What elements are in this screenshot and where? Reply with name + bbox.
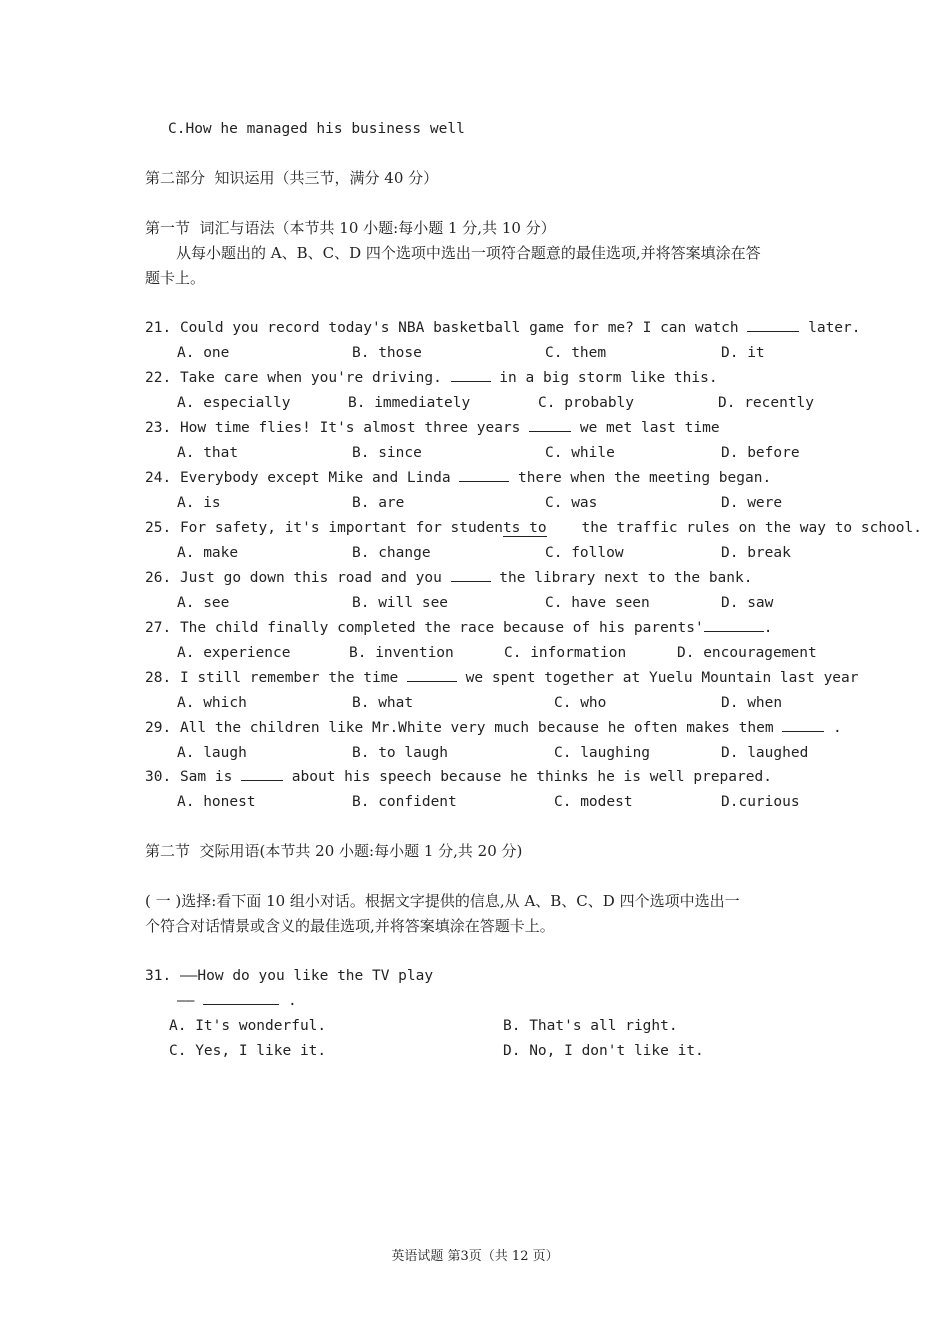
option-c: C. them (545, 345, 607, 361)
question-text-after: there when the meeting began. (509, 470, 772, 486)
section2-instruction-line1: ( 一 )选择:看下面 10 组小对话。根据文字提供的信息,从 A、B、C、D 四个选项中选出一 (145, 892, 740, 910)
option-c: C. probably (538, 395, 635, 411)
question-text: For safety, it's important for studen (179, 520, 503, 536)
question-text-after: in a big storm like this. (490, 370, 718, 386)
option-a: A. one (177, 345, 230, 361)
section1-instruction-line1: 从每小题出的 A、B、C、D 四个选项中选出一项符合题意的最佳选项,并将答案填涂在答 (176, 244, 761, 262)
option-b: B. change (352, 545, 431, 561)
option-a: A. experience (177, 645, 291, 661)
option-c: C. who (554, 695, 607, 711)
underlined-fragment: ts to (502, 520, 547, 536)
option-c: C. was (545, 495, 598, 511)
question-number: 29. (145, 720, 172, 736)
option-d: D. encouragement (677, 645, 817, 661)
page-footer: 英语试题 第3页（共 12 页） (391, 1249, 559, 1264)
option-b: B. those (352, 345, 422, 361)
option-d: D.curious (721, 794, 800, 810)
part2-heading: 第二部分 知识运用（共三节，满分 40 分） (145, 169, 439, 187)
question-text: Sam is (179, 769, 233, 785)
question-text: Take care when you're driving. (179, 370, 442, 386)
question-text: Could you record today's NBA basketball game for me? I can watch (179, 320, 739, 336)
question-25 (145, 519, 922, 537)
option-d: D. when (721, 695, 783, 711)
question-text: I still remember the time (179, 670, 399, 686)
answer-blank (451, 569, 491, 582)
question-23 (145, 419, 720, 437)
question-text: Everybody except Mike and Linda (179, 470, 451, 486)
option-b: B. immediately (348, 395, 471, 411)
question-28 (145, 669, 859, 687)
option-b: B. what (352, 695, 414, 711)
question-text: How time flies! It's almost three years (179, 420, 521, 436)
question-number: 28. (145, 670, 172, 686)
question-22 (145, 369, 718, 387)
question-number: 22. (145, 370, 172, 386)
question-text: The child finally completed the race because of his parents' (179, 620, 704, 636)
question-text-after: the library next to the bank. (490, 570, 753, 586)
dialogue-end: . (287, 993, 297, 1009)
option-d: D. it (721, 345, 765, 361)
option-a: A. especially (177, 395, 291, 411)
option-c: C. have seen (545, 595, 650, 611)
option-d: D. recently (718, 395, 815, 411)
option-a: A. It's wonderful. (169, 1018, 327, 1034)
question-text-after: we spent together at Yuelu Mountain last year (456, 670, 859, 686)
option-c-carryover: C.How he managed his business well (168, 121, 465, 137)
question-number: 25. (145, 520, 172, 536)
option-b: B. since (352, 445, 422, 461)
answer-blank (203, 992, 279, 1005)
section1-heading: 第一节 词汇与语法（本节共 10 小题:每小题 1 分,共 10 分） (145, 219, 556, 237)
answer-blank (747, 319, 799, 332)
question-number: 21. (145, 320, 172, 336)
option-b: B. are (352, 495, 405, 511)
answer-blank (407, 669, 457, 682)
answer-blank (529, 419, 571, 432)
option-a: A. that (177, 445, 239, 461)
option-a: A. laugh (177, 745, 247, 761)
answer-blank (459, 469, 509, 482)
option-a: A. honest (177, 794, 256, 810)
question-21 (145, 319, 860, 337)
option-b: B. That's all right. (503, 1018, 678, 1034)
option-d: D. No, I don't like it. (503, 1043, 704, 1059)
option-d: D. break (721, 545, 791, 561)
section1-instruction-line2: 题卡上。 (145, 269, 206, 287)
question-31 (145, 967, 433, 985)
question-text-after: later. (799, 320, 861, 336)
answer-blank (451, 369, 491, 382)
question-30 (145, 768, 772, 786)
question-text: Just go down this road and you (179, 570, 442, 586)
question-text-after: we met last time (571, 420, 720, 436)
section2-heading: 第二节 交际用语(本节共 20 小题:每小题 1 分,共 20 分) (145, 842, 523, 860)
option-a: A. is (177, 495, 221, 511)
option-a: A. see (177, 595, 230, 611)
question-text-after: . (824, 720, 842, 736)
option-c: C. follow (545, 545, 624, 561)
question-number: 23. (145, 420, 172, 436)
option-d: D. were (721, 495, 783, 511)
answer-blank (704, 619, 764, 632)
option-b: B. will see (352, 595, 449, 611)
answer-blank (782, 719, 824, 732)
section2-instruction-line2: 个符合对话情景或含义的最佳选项,并将答案填涂在答题卡上。 (145, 917, 555, 935)
question-26 (145, 569, 752, 587)
question-text-after: the traffic rules on the way to school. (546, 520, 922, 536)
question-29 (145, 719, 842, 737)
option-c: C. modest (554, 794, 633, 810)
option-a: A. which (177, 695, 247, 711)
question-number: 27. (145, 620, 172, 636)
option-d: D. before (721, 445, 800, 461)
answer-blank (241, 768, 283, 781)
option-b: B. to laugh (352, 745, 449, 761)
option-c: C. information (504, 645, 627, 661)
question-text-after: . (763, 620, 773, 636)
question-text-after: about his speech because he thinks he is well prepared. (283, 769, 772, 785)
option-c: C. laughing (554, 745, 651, 761)
option-b: B. confident (352, 794, 457, 810)
option-d: D. saw (721, 595, 774, 611)
option-b: B. invention (349, 645, 454, 661)
question-number: 30. (145, 769, 172, 785)
question-24 (145, 469, 771, 487)
dialogue-line-2 (177, 992, 297, 1010)
dialogue-line-1: ——How do you like the TV play (179, 968, 434, 984)
option-a: A. make (177, 545, 239, 561)
option-d: D. laughed (721, 745, 809, 761)
question-27 (145, 619, 772, 637)
question-number: 31. (145, 968, 172, 984)
question-number: 24. (145, 470, 172, 486)
dialogue-dash: —— (177, 993, 195, 1009)
question-number: 26. (145, 570, 172, 586)
option-c: C. Yes, I like it. (169, 1043, 327, 1059)
question-text: All the children like Mr.White very much because he often makes them (179, 720, 774, 736)
option-c: C. while (545, 445, 615, 461)
